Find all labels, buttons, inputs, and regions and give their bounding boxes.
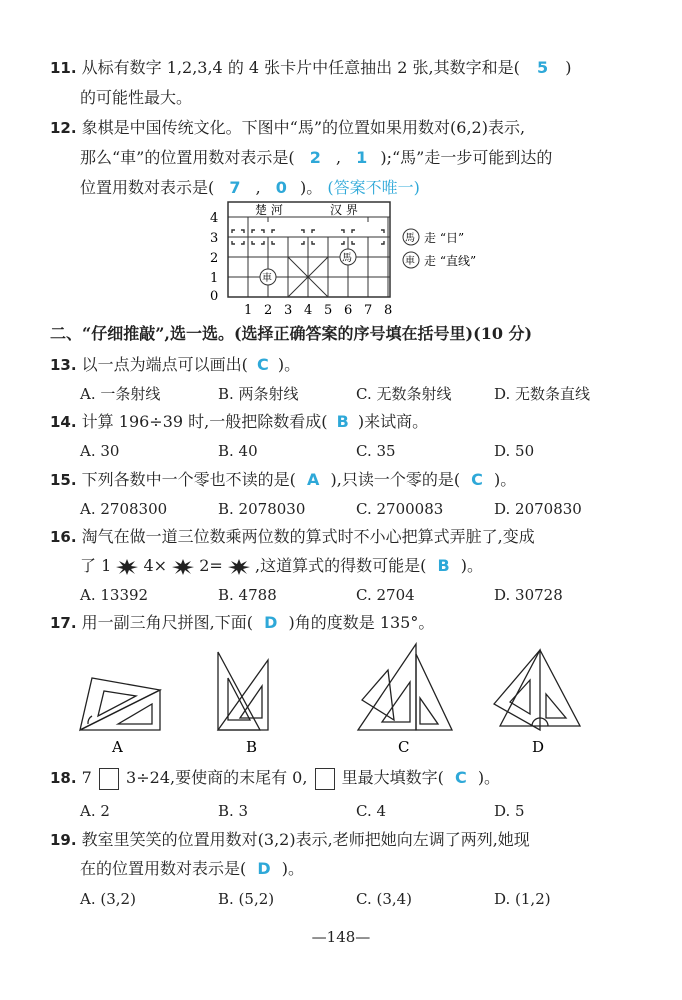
q14-line	[50, 411, 428, 433]
q16-eq-c: 2=	[199, 556, 223, 575]
q18-text-a: 7	[81, 768, 92, 787]
q19-line1	[50, 829, 530, 851]
figure-label-c: C	[398, 738, 410, 756]
q15-option-c: C. 2700083	[356, 500, 444, 518]
q18-text-d: )。	[477, 768, 501, 787]
q16-text2-c: )。	[460, 556, 484, 575]
q17-line	[50, 612, 434, 634]
figure-label-b: B	[246, 738, 258, 756]
q15-text-a: 下列各数中一个零也不读的是(	[81, 470, 296, 489]
board-y-label-3: 3	[210, 231, 219, 246]
river-left-label: 楚 河	[255, 203, 283, 217]
q11-text: 从标有数字 1,2,3,4 的 4 张卡片中任意抽出 2 张,其数字和是(	[81, 58, 520, 77]
q13-option-a: A. 一条射线	[80, 385, 161, 403]
q15-line	[50, 469, 516, 491]
q14-option-a: A. 30	[80, 442, 120, 460]
q11-line2	[80, 87, 192, 109]
q12-answer2-x: 7	[229, 178, 241, 197]
q13-number: 13.	[50, 356, 77, 374]
q18-option-d: D. 5	[494, 802, 525, 820]
q16-eq-b: 4×	[143, 556, 168, 575]
q19-text2-a: 在的位置用数对表示是(	[80, 859, 247, 878]
q18-answer: C	[454, 768, 467, 787]
q19-number: 19.	[50, 831, 77, 849]
q19-line2	[80, 858, 304, 880]
board-x-label-4: 4	[304, 303, 313, 318]
q16-line2	[80, 555, 483, 577]
set-square-figure-c	[354, 640, 454, 758]
board-y-label-2: 2	[210, 251, 219, 266]
q19-text2-b: )。	[281, 859, 304, 878]
ink-splat-icon	[116, 559, 138, 575]
legend-horse-char: 馬	[405, 233, 415, 244]
q16-line1	[50, 526, 535, 548]
q14-option-b: B. 40	[218, 442, 258, 460]
q13-option-b: B. 两条射线	[218, 385, 299, 403]
q16-option-a: A. 13392	[80, 586, 149, 604]
q12-number: 12.	[50, 119, 77, 137]
q14-text-a: 计算 196÷39 时,一般把除数看成(	[81, 412, 328, 431]
q14-number: 14.	[50, 413, 77, 431]
chariot-piece-char: 車	[262, 273, 272, 284]
chess-board-diagram	[200, 200, 520, 320]
figure-label-d: D	[532, 738, 545, 756]
q18-option-b: B. 3	[218, 802, 249, 820]
set-square-figure-b	[210, 648, 280, 758]
q17-text-a: 用一副三角尺拼图,下面(	[81, 613, 254, 632]
q13-answer: C	[257, 355, 269, 374]
q18-text-b: 3÷24,要使商的末尾有 0,	[126, 768, 308, 787]
q12-line2	[80, 147, 552, 169]
q16-option-d: D. 30728	[494, 586, 563, 604]
q12-text2b: );“馬”走一步可能到达的	[380, 148, 553, 167]
figure-label-a: A	[112, 738, 123, 756]
q12-answer2-sep: ,	[255, 178, 261, 197]
ink-splat-icon	[172, 559, 194, 575]
board-x-label-8: 8	[384, 303, 393, 318]
horse-piece-char: 馬	[342, 253, 352, 264]
legend-horse-text: 走 “日”	[424, 231, 465, 245]
board-horizontal-lines	[228, 217, 390, 277]
q18-option-c: C. 4	[356, 802, 387, 820]
q11-answer: 5	[536, 58, 549, 77]
q11-number: 11.	[50, 59, 77, 77]
q12-answer1-sep: ,	[335, 148, 342, 167]
q11-close: )	[565, 58, 572, 77]
q14-text-b: )来试商。	[357, 412, 429, 431]
q14-answer: B	[336, 412, 349, 431]
board-x-label-5: 5	[324, 303, 333, 318]
q17-text-b: )角的度数是 135°。	[288, 613, 435, 632]
board-x-label-6: 6	[344, 303, 353, 318]
q12-answer2-y: 0	[275, 178, 287, 197]
q12-text1: 象棋是中国传统文化。下图中“馬”的位置如果用数对(6,2)表示,	[81, 118, 526, 137]
q11-line1	[50, 57, 571, 79]
blank-box	[99, 768, 119, 790]
legend-chariot-char: 車	[405, 256, 415, 267]
q12-text3b: )。	[300, 178, 323, 197]
section2-title: 二、“仔细推敲”,选一选。(选择正确答案的序号填在括号里)(10 分)	[50, 324, 533, 343]
q13-line	[50, 354, 300, 376]
blank-box	[315, 768, 335, 790]
q13-option-c: C. 无数条射线	[356, 385, 452, 403]
board-x-label-2: 2	[264, 303, 273, 318]
q16-option-b: B. 4788	[218, 586, 277, 604]
q19-option-b: B. (5,2)	[218, 890, 275, 908]
set-square-figure-a	[78, 658, 168, 758]
q19-answer: D	[257, 859, 271, 878]
q14-option-c: C. 35	[356, 442, 396, 460]
board-y-label-1: 1	[210, 271, 219, 286]
q19-option-c: C. (3,4)	[356, 890, 413, 908]
q15-number: 15.	[50, 471, 77, 489]
q18-option-a: A. 2	[80, 802, 110, 820]
set-square-figure-d	[490, 644, 590, 758]
q12-answer1-y: 1	[356, 148, 368, 167]
q12-text2a: 那么“車”的位置用数对表示是(	[80, 148, 295, 167]
q12-note: (答案不唯一)	[327, 178, 420, 197]
q12-answer1-x: 2	[309, 148, 321, 167]
q15-option-d: D. 2070830	[494, 500, 582, 518]
q16-text1: 淘气在做一道三位数乘两位数的算式时不小心把算式弄脏了,变成	[81, 527, 535, 546]
legend-chariot-text: 走 “直线”	[424, 254, 477, 268]
board-y-label-4: 4	[210, 211, 219, 226]
q18-number: 18.	[50, 769, 77, 787]
q18-line	[50, 767, 500, 790]
q11-text2: 的可能性最大。	[80, 88, 193, 107]
q12-line1	[50, 117, 525, 139]
q13-option-d: D. 无数条直线	[494, 385, 591, 403]
q15-text-b: ),只读一个零的是(	[330, 470, 461, 489]
ink-splat-icon	[228, 559, 250, 575]
board-frame	[228, 202, 390, 297]
q13-text-a: 以一点为端点可以画出(	[81, 355, 248, 374]
q17-number: 17.	[50, 614, 77, 632]
q15-option-a: A. 2708300	[80, 500, 168, 518]
page-number: —148—	[311, 928, 371, 946]
q12-text3a: 位置用数对表示是(	[80, 178, 215, 197]
q19-option-a: A. (3,2)	[80, 890, 136, 908]
q17-answer: D	[264, 613, 278, 632]
q16-text2-b: ,这道算式的得数可能是(	[255, 556, 427, 575]
board-x-label-1: 1	[244, 303, 253, 318]
q16-option-c: C. 2704	[356, 586, 415, 604]
board-y-label-0: 0	[210, 289, 219, 304]
river-right-label: 汉 界	[330, 203, 358, 217]
q18-text-c: 里最大填数字(	[341, 768, 444, 787]
board-x-label-7: 7	[364, 303, 373, 318]
q15-option-b: B. 2078030	[218, 500, 306, 518]
board-x-label-3: 3	[284, 303, 293, 318]
q19-text1: 教室里笑笑的位置用数对(3,2)表示,老师把她向左调了两列,她现	[81, 830, 530, 849]
q16-eq-a: 了 1	[80, 556, 112, 575]
q15-answer2: C	[471, 470, 483, 489]
q19-option-d: D. (1,2)	[494, 890, 551, 908]
q12-line3	[80, 177, 420, 199]
q14-option-d: D. 50	[494, 442, 535, 460]
q16-number: 16.	[50, 528, 77, 546]
q16-answer: B	[437, 556, 450, 575]
q15-text-c: )。	[494, 470, 517, 489]
q13-text-b: )。	[277, 355, 301, 374]
q15-answer1: A	[307, 470, 320, 489]
